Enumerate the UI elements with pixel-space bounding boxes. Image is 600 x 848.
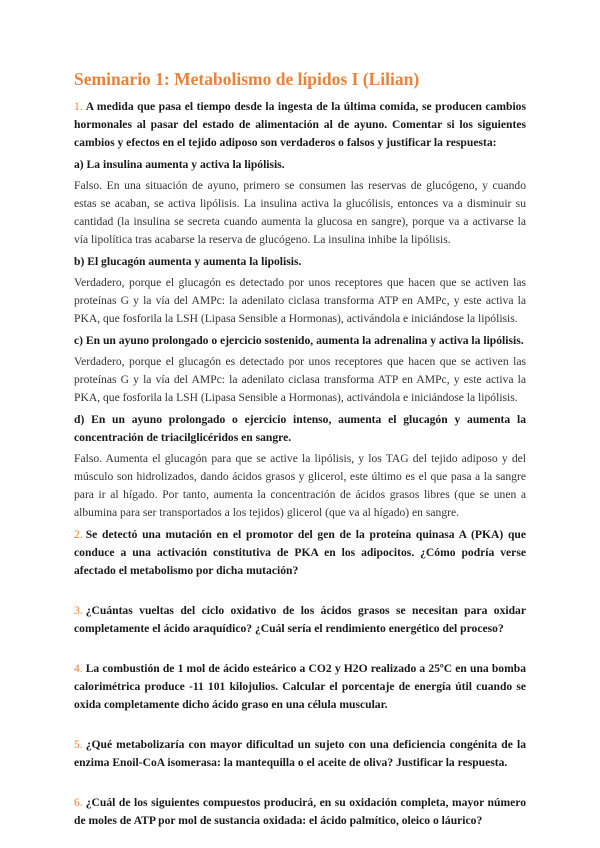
question-number: 1. (74, 100, 83, 113)
question-number: 2. (74, 528, 83, 541)
subquestion-c: c) En un ayuno prolongado o ejercicio sostenido, aumenta la adrenalina y activa la lipólisis. (74, 334, 524, 347)
question-4 (74, 660, 526, 714)
answer-d: Falso. Aumenta el glucagón para que se active la lipólisis, y los TAG del tejido adiposo y del músculo son hidrolizados, dando ácidos grasos y glicerol, este último es el que pasa a la sangre para ir al hígado. Por tanto, aumenta la concentración de ácidos grasos libres (que se unen a albumina para ser transportados a los tejidos) glicerol (que va al hígado) en sangre. (74, 452, 526, 519)
question-number: 6. (74, 796, 83, 809)
page-title: Seminario 1: Metabolismo de lípidos I (Lilian) (74, 69, 420, 89)
question-6 (74, 794, 526, 830)
question-text: La combustión de 1 mol de ácido esteárico a CO2 y H2O realizado a 25ºC en una bomba calorimétrica produce -11 101 kilojulios. Calcular el porcentaje de energía útil cuando se oxida completamente dicho ácido graso en una célula muscular. (74, 662, 526, 711)
subquestion-b: b) El glucagón aumenta y aumenta la lipolisis. (74, 255, 302, 268)
question-number: 4. (74, 662, 83, 675)
question-5 (74, 736, 526, 772)
question-2 (74, 526, 526, 580)
answer-c: Verdadero, porque el glucagón es detectado por unos receptores que hacen que se activen las proteínas G y la vía del AMPc: la adenilato ciclasa transforma ATP en AMPc, y este activa la PKA, que fosforila la LSH (Lipasa Sensible a Hormonas), activándola e iniciándose la lipólisis. (74, 355, 526, 404)
question-text: ¿Cuál de los siguientes compuestos producirá, en su oxidación completa, mayor número de moles de ATP por mol de sustancia oxidada: el ácido palmítico, oleico o láurico? (74, 796, 526, 827)
question-1 (74, 98, 526, 152)
question-number: 5. (74, 738, 83, 751)
question-text: ¿Cuántas vueltas del ciclo oxidativo de los ácidos grasos se necesitan para oxidar completamente el ácido araquídico? ¿Cuál sería el rendimiento energético del proceso? (74, 604, 526, 635)
answer-b: Verdadero, porque el glucagón es detectado por unos receptores que hacen que se activen las proteínas G y la vía del AMPc: la adenilato ciclasa transforma ATP en AMPc, y este activa la PKA, que fosforila la LSH (Lipasa Sensible a Hormonas), activándola e iniciándose la lipólisis. (74, 276, 526, 325)
question-text: ¿Qué metabolizaría con mayor dificultad un sujeto con una deficiencia congénita de la enzima Enoil-CoA isomerasa: la mantequilla o el aceite de oliva? Justificar la respuesta. (74, 738, 526, 769)
subquestion-d: d) En un ayuno prolongado o ejercicio intenso, aumenta el glucagón y aumenta la concentración de triacilglicéridos en sangre. (74, 413, 526, 444)
question-3 (74, 602, 526, 638)
answer-a: Falso. En una situación de ayuno, primero se consumen las reservas de glucógeno, y cuando estas se acaban, se activa lipólisis. La insulina activa la glucólisis, entonces va a disminuir su cantidad (la insulina se secreta cuando aumenta la glucosa en sangre), porque va a activarse la vía lipolítica tras acabarse la reserva de glucógeno. La insulina inhibe la lipólisis. (74, 179, 526, 246)
question-text: Se detectó una mutación en el promotor del gen de la proteína quinasa A (PKA) que conduce a una activación constitutiva de PKA en los adipocitos. ¿Cómo podría verse afectado el metabolismo por dicha mutación? (74, 528, 526, 577)
subquestion-a: a) La insulina aumenta y activa la lipólisis. (74, 158, 285, 171)
question-text: A medida que pasa el tiempo desde la ingesta de la última comida, se producen cambios hormonales al pasar del estado de alimentación al de ayuno. Comentar si los siguientes cambios y efectos en el tejido adiposo son verdaderos o falsos y justificar la respuesta: (74, 100, 526, 149)
question-number: 3. (74, 604, 83, 617)
